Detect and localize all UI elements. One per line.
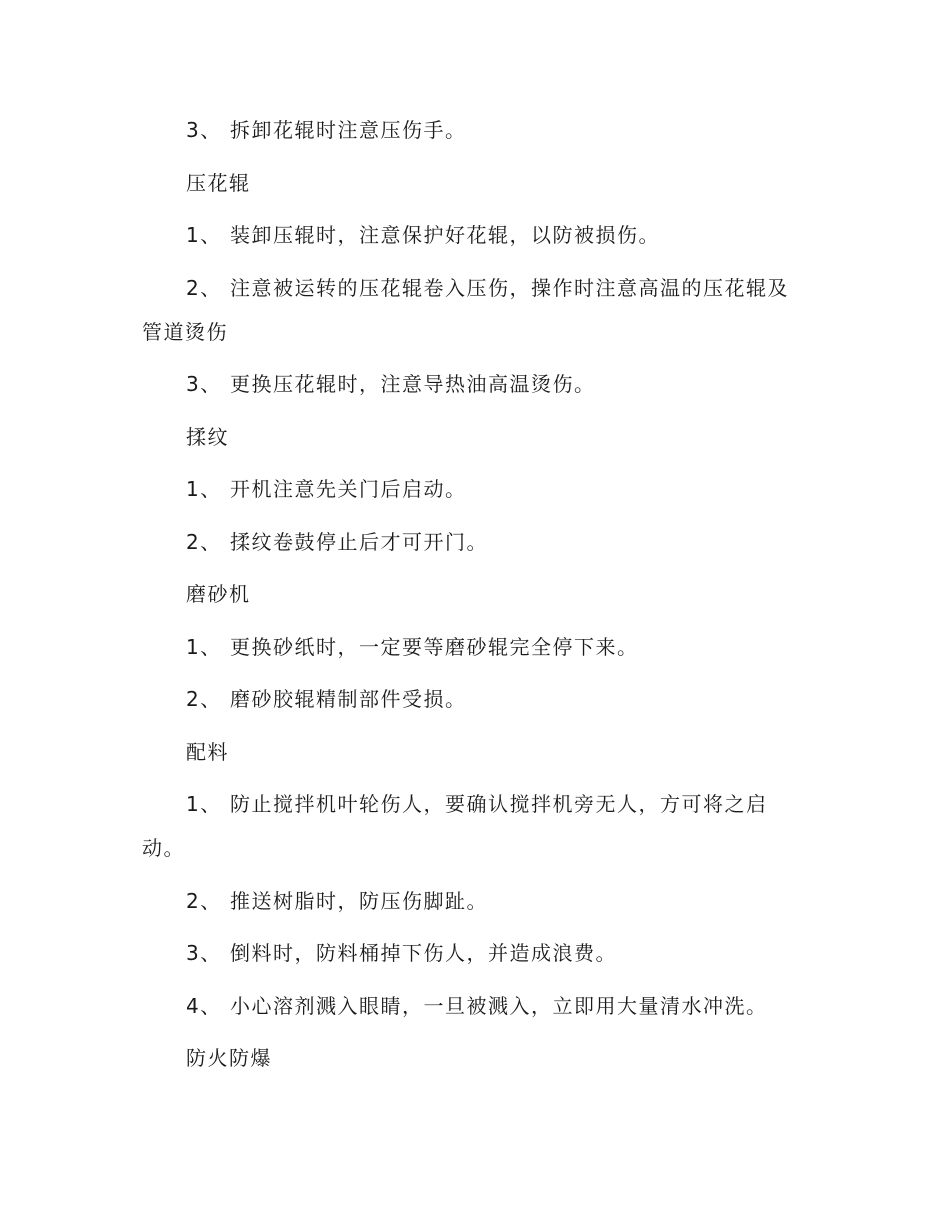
list-item: [142, 266, 802, 354]
item-text: 倒料时，防料桶掉下伤人，并造成浪费。: [230, 941, 617, 965]
item-number: 2、: [186, 687, 222, 711]
item-number: 2、: [186, 275, 222, 300]
item-number: 3、: [186, 118, 222, 142]
list-item: [142, 467, 802, 511]
section-heading: 磨砂机: [186, 582, 251, 606]
item-text: 揉纹卷鼓停止后才可开门。: [230, 529, 488, 554]
item-number: 1、: [186, 223, 222, 247]
list-item: [142, 782, 802, 870]
list-item: [142, 931, 802, 975]
item-text: 开机注意先关门后启动。: [230, 477, 467, 501]
list-item: [142, 625, 802, 669]
item-text: 装卸压辊时，注意保护好花辊，以防被损伤。: [230, 223, 660, 247]
item-text: 注意被运转的压花辊卷入压伤，操作时注意高温的压花辊及管道烫伤: [142, 275, 789, 344]
item-text: 更换压花辊时，注意导热油高温烫伤。: [230, 372, 596, 396]
list-item: [142, 879, 802, 923]
section-heading: 配料: [186, 739, 229, 764]
section-heading: 防火防爆: [186, 1046, 272, 1070]
list-item: [142, 213, 802, 257]
item-number: 2、: [186, 888, 222, 913]
list-item: [142, 362, 802, 406]
section-heading: 压花辊: [186, 170, 251, 195]
item-number: 4、: [186, 993, 222, 1018]
item-text: 防止搅拌机叶轮伤人，要确认搅拌机旁无人，方可将之启动。: [142, 792, 768, 860]
item-number: 1、: [186, 634, 222, 659]
item-text: 推送树脂时，防压伤脚趾。: [230, 888, 488, 913]
item-text: 更换砂纸时，一定要等磨砂辊完全停下来。: [230, 634, 639, 659]
document-body: [142, 108, 802, 1089]
item-text: 小心溶剂溅入眼睛，一旦被溅入，立即用大量清水冲洗。: [230, 993, 768, 1018]
item-number: 3、: [186, 941, 222, 965]
item-number: 1、: [186, 477, 222, 501]
item-text: 拆卸花辊时注意压伤手。: [230, 118, 467, 142]
list-item: [142, 677, 802, 721]
item-number: 1、: [186, 792, 222, 816]
list-item: [142, 520, 802, 564]
list-item: [142, 984, 802, 1028]
section-heading: 揉纹: [186, 424, 229, 449]
item-number: 3、: [186, 372, 222, 396]
list-item: [142, 108, 802, 152]
item-number: 2、: [186, 529, 222, 554]
item-text: 磨砂胶辊精制部件受损。: [230, 687, 467, 711]
